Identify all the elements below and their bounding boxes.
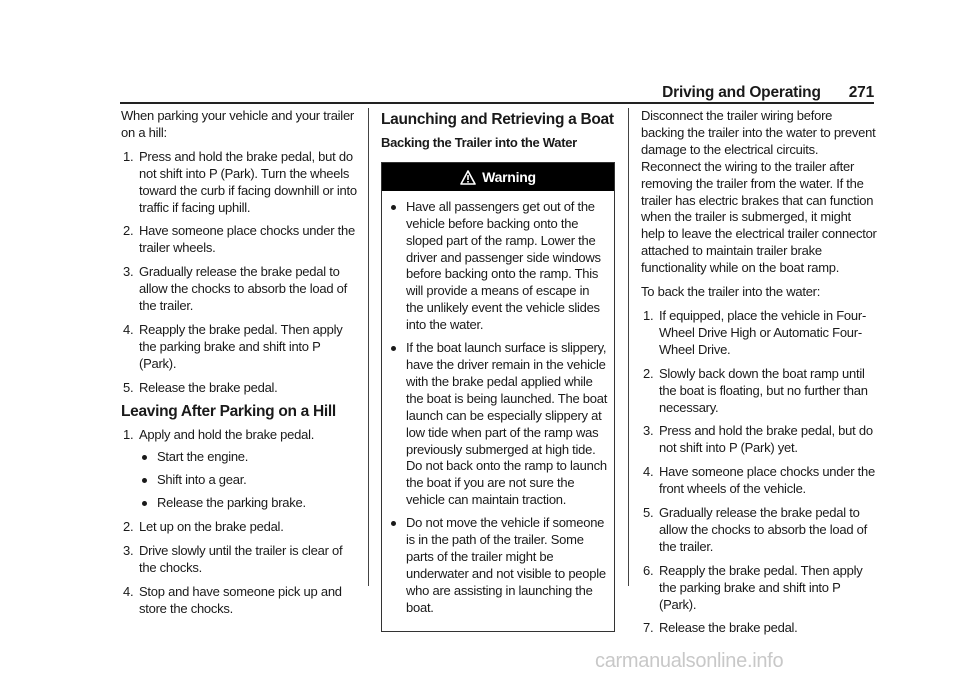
watermark: carmanualsonline.info (595, 650, 784, 672)
step-text: Have someone place chocks under the trailer wheels. (139, 223, 355, 256)
list-item (641, 620, 877, 637)
step-number: 1. (643, 307, 654, 323)
step-number: 2. (643, 365, 654, 381)
page-number: 271 (848, 84, 874, 101)
list-item (121, 543, 357, 577)
leaving-hill-steps (121, 427, 357, 618)
warning-label: Warning (482, 168, 536, 185)
warning-box (381, 162, 615, 632)
step-text: Press and hold the brake pedal, but do not shift into P (Park). Turn the wheels toward the curb if facing downhill or into traffic if facing uphill. (139, 148, 357, 215)
step-text: Apply and hold the brake pedal. (139, 426, 315, 442)
header-rule (120, 102, 874, 104)
hill-parking-steps (121, 149, 357, 397)
page-header (622, 84, 874, 102)
list-item (121, 223, 357, 257)
list-item (121, 427, 357, 513)
list-item (641, 308, 877, 359)
step-number: 1. (123, 148, 134, 164)
leaving-hill-heading: Leaving After Parking on a Hill (121, 402, 336, 420)
step-number: 3. (123, 264, 134, 280)
list-item (641, 423, 877, 457)
list-item (121, 264, 357, 315)
warning-header (382, 163, 614, 191)
step-text: Gradually release the brake pedal to allow the chocks to absorb the load of the trailer. (659, 505, 868, 554)
step-text: Gradually release the brake pedal to allow the chocks to absorb the load of the trailer. (139, 264, 348, 314)
list-item: If the boat launch surface is slippery, have the driver remain in the vehicle with the brake pedal applied while the boat is being launched. The boat launch can be especially slippery at low tide when part of the ramp was previously submerged at high tide. Do not back onto the ramp to launch the boat if you are not sure the vehicle can maintain traction. (388, 340, 608, 509)
step-number: 1. (123, 426, 134, 442)
backing-subheading: Backing the Trailer into the Water (381, 134, 577, 150)
step-number: 6. (643, 562, 654, 578)
step-number: 2. (123, 223, 134, 239)
list-item: Have all passengers get out of the vehicle before backing onto the sloped part of the ramp. Lower the driver and passenger side windows before backing onto the ramp. This will provide a means of escape in the unlikely event the vehicle slides into the water. (388, 199, 608, 334)
step-number: 5. (643, 505, 654, 521)
step-text: Slowly back down the boat ramp until the boat is floating, but no further than necessary. (659, 365, 868, 415)
section-title: Driving and Operating (662, 84, 821, 101)
hill-intro: When parking your vehicle and your trailer on a hill: (121, 108, 355, 140)
step-text: Let up on the brake pedal. (139, 519, 284, 535)
list-item: Do not move the vehicle if someone is in the path of the trailer. Some parts of the trailer might be underwater and not visible to people who are assisting in launching the boat. (388, 515, 608, 616)
step-number: 3. (123, 543, 134, 559)
warning-icon (460, 170, 476, 185)
list-item (121, 149, 357, 217)
step-text: Release the brake pedal. (659, 620, 798, 636)
column-divider-right (628, 108, 629, 586)
step-number: 7. (643, 620, 654, 636)
step-text: Drive slowly until the trailer is clear of the chocks. (139, 543, 343, 575)
column-divider-left (368, 108, 369, 586)
column-left (121, 108, 357, 625)
list-item: Shift into a gear. (139, 472, 357, 489)
step-number: 5. (123, 379, 134, 395)
list-item (121, 380, 357, 397)
step-number: 4. (123, 583, 134, 599)
list-item (641, 464, 877, 498)
boat-heading: Launching and Retrieving a Boat (381, 111, 614, 128)
step-number: 2. (123, 519, 134, 535)
list-item (121, 322, 357, 373)
step-text: Reapply the brake pedal. Then apply the parking brake and shift into P (Park). (659, 562, 863, 612)
backing-steps (641, 308, 877, 637)
step-text: If equipped, place the vehicle in Four-Wheel Drive High or Automatic Four-Wheel Drive. (659, 307, 867, 357)
step-text: Press and hold the brake pedal, but do not shift into P (Park) yet. (659, 423, 873, 456)
step-number: 4. (643, 464, 654, 480)
wiring-paragraph: Disconnect the trailer wiring before backing the trailer into the water to prevent damage to the electrical circuits. Reconnect the wiring to the trailer after removing the trailer from the water. If the trailer has electric brakes that can function when the trailer is submerged, it might help to leave the electrical trailer connector attached to maintain trailer brake functionality while on the boat ramp. (641, 108, 877, 276)
column-right (641, 108, 877, 644)
list-item (641, 563, 877, 614)
step-number: 3. (643, 423, 654, 439)
list-item (121, 584, 357, 618)
step-text: Stop and have someone pick up and store the chocks. (139, 583, 342, 616)
column-middle (381, 108, 615, 632)
warning-bullet-list (388, 199, 608, 617)
step-text: Reapply the brake pedal. Then apply the parking brake and shift into P (Park). (139, 321, 343, 371)
step-text: Have someone place chocks under the front wheels of the vehicle. (659, 464, 875, 497)
list-item (641, 366, 877, 417)
list-item (641, 505, 877, 556)
backing-lead: To back the trailer into the water: (641, 284, 821, 300)
sub-bullet-list (139, 449, 357, 512)
list-item (121, 519, 357, 536)
list-item: Release the parking brake. (139, 495, 357, 512)
list-item: Start the engine. (139, 449, 357, 466)
step-number: 4. (123, 321, 134, 337)
step-text: Release the brake pedal. (139, 379, 278, 395)
